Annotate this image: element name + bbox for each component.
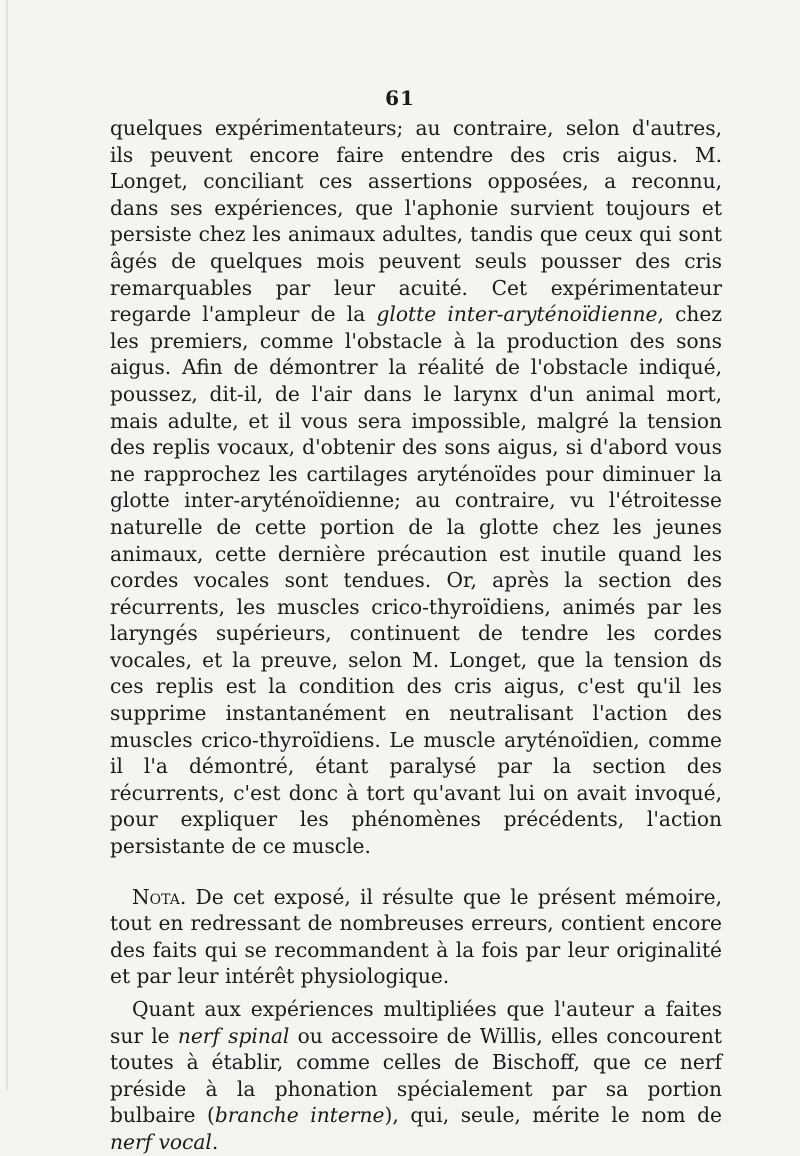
nota-text: De cet exposé, il résulte que le présent mémoire, tout en redressant de nombreuses erreurs, contient encore des faits qui se recommandent à la fois par leur originalité et par leur intérêt physiologique. bbox=[110, 884, 722, 989]
page-number: 61 bbox=[385, 86, 415, 110]
paragraph-1-part-b: , chez les premiers, comme l'obstacle à la production des sons aigus. Afin de démontrer la réalité de l'obstacle indiqué, poussez, dit-il, de l'air dans le larynx d'un animal mort, mais adulte, et il vous sera impossible, malgré la tension des replis vocaux, d'obtenir des sons aigus, si d'abord vous ne rapprochez les cartilages aryténoïdes pour diminuer la glotte inter-aryténoïdienne; au contraire, vu l'étroitesse naturelle de cette portion de la glotte chez les jeunes animaux, cette dernière précaution est inutile quand les cordes vocales sont tendues. Or, après la section des récurrents, les muscles crico-thyroïdiens, animés par les laryngés supérieurs, continuent de tendre les cordes vocales, et la preuve, selon M. Longet, que la tension ds ces replis est la condition des cris aigus, c'est qu'il les supprime instantanément en neutralisant l'action des muscles crico-thyroïdiens. Le muscle aryténoïdien, comme il l'a démontré, étant paralysé par la section des récurrents, c'est donc à tort qu'avant lui on avait invoqué, pour expliquer les phénomènes précédents, l'action persistante de ce muscle. bbox=[110, 302, 722, 859]
body-text bbox=[110, 115, 722, 1156]
paragraph-nota bbox=[110, 884, 722, 990]
paragraph-3 bbox=[110, 996, 722, 1156]
paragraph-3-italic-nerf-spinal: nerf spinal bbox=[177, 1023, 290, 1048]
paragraph-3-italic-nerf-vocal: nerf vocal bbox=[110, 1129, 212, 1154]
paragraph-1 bbox=[110, 115, 722, 860]
paragraph-3-italic-branche-interne: branche interne bbox=[214, 1103, 385, 1128]
paragraph-3-part-b: ou accessoire de Willis, elles concourent toutes à établir, comme celles de Bischoff, que ce nerf préside à la phonation spécialement par sa portion bulbaire ( bbox=[110, 1023, 722, 1128]
page-edge-shadow bbox=[6, 0, 8, 1090]
paragraph-1-italic-glotte: glotte inter-aryténoïdienne bbox=[376, 302, 658, 327]
paragraph-3-part-d: . bbox=[211, 1129, 219, 1154]
paragraph-1-part-a: quelques expérimentateurs; au contraire, selon d'autres, ils peuvent encore faire entendre des cris aigus. M. Longet, conciliant ces assertions opposées, a reconnu, dans ses expériences, que l'aphonie survient toujours et persiste chez les animaux adultes, tandis que ceux qui sont âgés de quelques mois peuvent seuls pousser des cris remarquables par leur acuité. Cet expérimentateur regarde l'ampleur de la bbox=[110, 116, 722, 327]
paragraph-3-part-a: Quant aux expériences multipliées que l'auteur a faites sur le bbox=[110, 997, 722, 1048]
nota-label: Nota. bbox=[132, 884, 187, 909]
paragraph-3-part-c: ), qui, seule, mérite le nom de bbox=[384, 1103, 722, 1128]
